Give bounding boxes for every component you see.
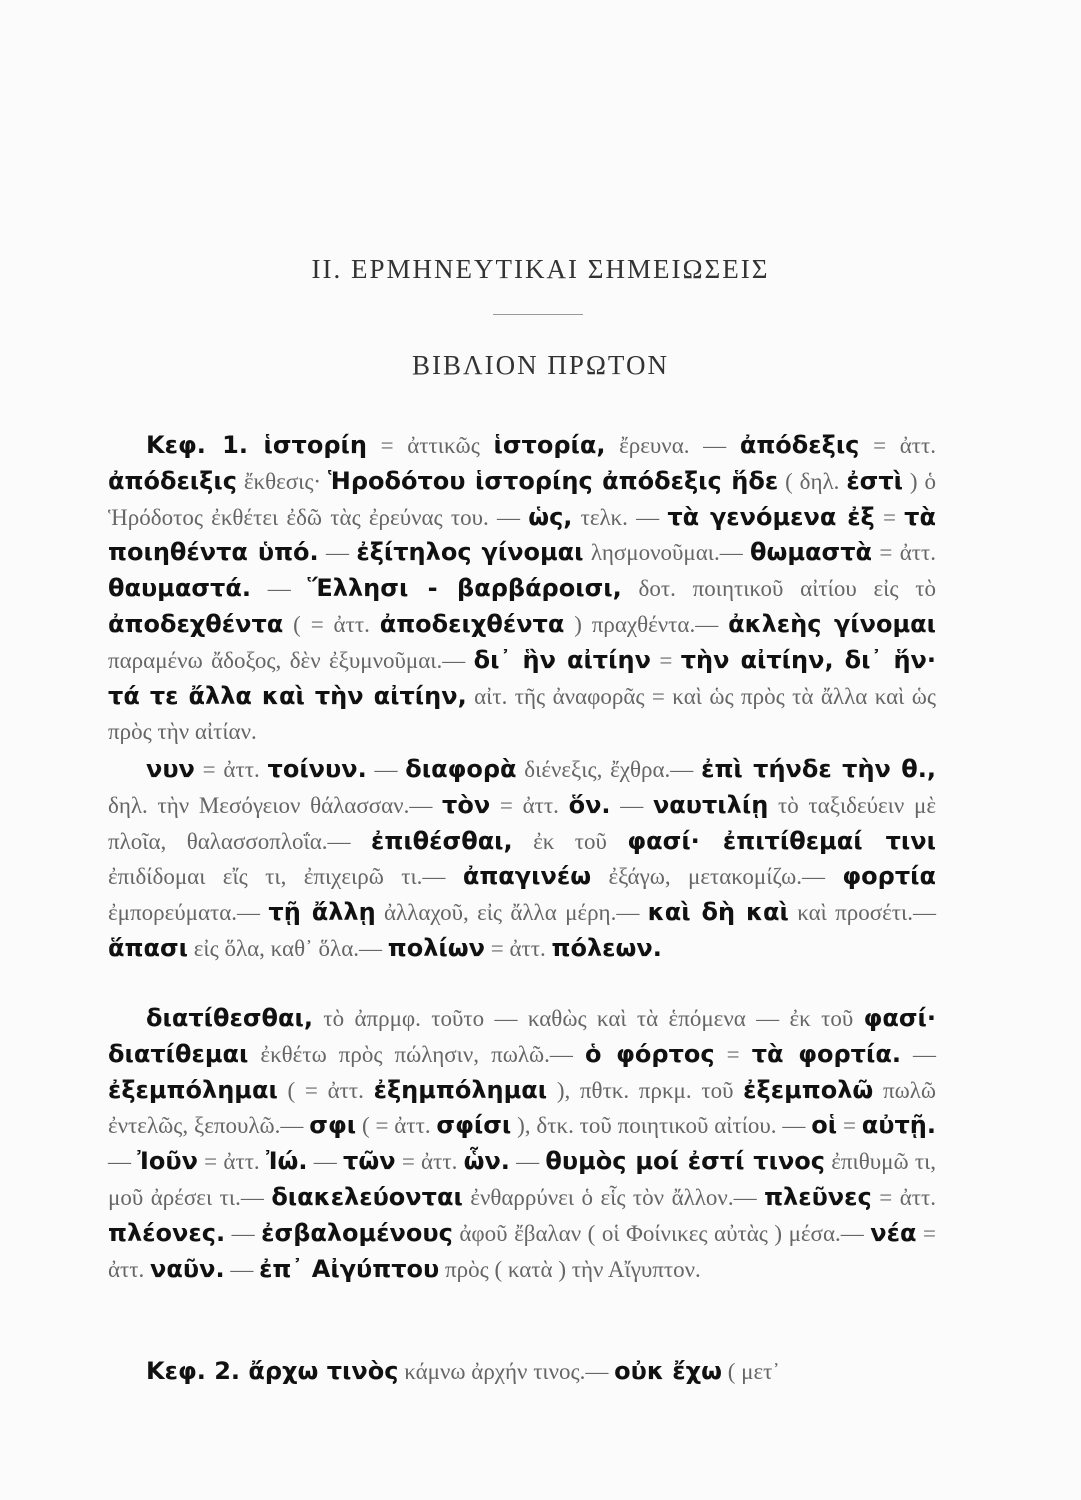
bold-term: σφι [309,1111,357,1140]
gloss-text: = ἀττ. [872,540,936,566]
gloss-text: ) ὁ Ἡρόδοτος ἐκθέτει ἐδῶ τὰς ἐρεύνας του. — [108,468,936,530]
paragraph-chapter-1 [108,428,936,750]
paragraph-2 [108,752,936,967]
gloss-text: — [610,792,653,818]
bold-term: πλεῦνες [764,1182,872,1211]
gloss-text: — [307,1149,344,1175]
bold-term: θαυμαστά. [108,574,251,603]
bold-term: πόλεων. [551,933,662,962]
gloss-text: ἐμπορεύματα.— [108,900,269,926]
gloss-text: ἐκ τοῦ [512,828,628,854]
bold-term: Κεφ. 2. ἄρχω τινὸς [146,1357,399,1385]
bold-term: ὧν. [463,1147,510,1176]
bold-term: οὐκ ἔχω [614,1357,722,1385]
gloss-text: = [837,1113,862,1139]
bold-term: ναῦν. [150,1254,225,1283]
gloss-text: — [366,757,406,782]
gloss-text: ἐνθαρρύνει ὁ εἷς τὸν ἄλλον.— [462,1184,765,1210]
bold-term: τῇ ἄλλῃ [268,898,376,927]
bold-term: τὰ γενόμενα ἐξ [667,502,875,531]
gloss-text: τὸ ἀπρμφ. τοῦτο — καθὼς καὶ τὰ ἑπόμενα — ἐκ τοῦ [312,1006,864,1031]
gloss-text: ἀφοῦ ἔβαλαν ( οἱ Φοίνικες αὐτὰς ) μέσα.— [452,1220,871,1246]
bold-term: φορτία [842,862,936,891]
bold-term: ἐξημπόλημαι [373,1075,548,1104]
bold-term: ἐπὶ τήνδε τὴν θ., [701,755,936,783]
gloss-text: δοτ. ποιητικοῦ αἰτίου εἰς τὸ [621,576,936,602]
section-heading: II. ΕΡΜΗΝΕΥΤΙΚΑΙ ΣΗΜΕΙΩΣΕΙΣ [311,254,770,284]
bold-term: τὴν αἰτίην, δι᾽ ἥν· τά τε ἄλλα καὶ τὴν αἰτίην, [108,645,936,710]
gloss-text: = ἀττ. [108,1220,936,1282]
bold-term: ὅν. [568,790,611,819]
gloss-text: = [714,1041,752,1067]
gloss-text: = [650,647,681,673]
gloss-text: τὸ ταξιδεύειν μὲ πλοῖα, θαλασσοπλοΐα.— [108,792,936,854]
gloss-text: = ἀττ. [871,1184,936,1210]
bold-term: ἀπόδειξις [108,466,237,495]
bold-term: φασί· διατίθεμαι [108,1004,936,1068]
paragraph-chapter-2 [108,1354,936,1390]
bold-term: ἀκλεὴς γίνομαι [728,609,936,638]
gloss-text: = ἀττ. [395,1149,464,1175]
bold-term: ἐστὶ [846,466,904,495]
bold-term: δι᾽ ἣν αἰτίην [473,645,651,674]
bold-term: αὐτῇ. [861,1111,936,1140]
gloss-text: — [318,540,357,566]
paragraph-3 [108,1001,936,1287]
gloss-text: — [225,1220,262,1246]
gloss-text: ἐπιθυμῶ τι, μοῦ ἀρέσει τι.— [108,1149,937,1210]
bold-term: ἱστορία, [493,431,606,459]
bold-term: φασί· ἐπιτίθεμαί τινι [627,826,936,855]
gloss-text: πωλῶ ἐντελῶς, ξεπουλῶ.— [108,1077,937,1139]
gloss-text: ), δτκ. τοῦ ποιητικοῦ αἰτίου. — [511,1113,812,1139]
gloss-text: τελκ. — [572,504,668,530]
bold-term: τὸν [442,790,491,819]
bold-term: πλέονες. [108,1218,226,1247]
bold-term: τοίνυν. [267,755,367,783]
bold-term: πολίων [387,933,485,962]
gloss-text: παραμένω ἄδοξος, δὲν ἐξυμνοῦμαι.— [108,647,474,673]
bold-term: ἐξεμπόλημαι [108,1075,278,1104]
bold-term: ἐξεμπολῶ [743,1075,874,1104]
bold-term: ἀπόδεξις [739,431,860,459]
bold-term: τὰ ποιηθέντα ὑπό. [108,502,936,567]
gloss-text: = ἀττ. [197,1149,266,1175]
bold-term: νέα [870,1218,917,1247]
gloss-text: — [900,1041,937,1067]
gloss-text: ἐπιδίδομαι εἴς τι, ἐπιχειρῶ τι.— [108,864,463,890]
gloss-text: διένεξις, ἔχθρα.— [516,757,702,782]
bold-term: καὶ δὴ καὶ [647,898,789,927]
bold-term: θυμὸς μοί ἐστί τινος [545,1147,826,1176]
gloss-text: εἰς ὅλα, καθ᾽ ὅλα.— [188,935,388,961]
bold-term: τῶν [343,1147,396,1176]
bold-term: οἱ [811,1111,838,1140]
gloss-text: = [874,504,905,530]
bold-term: ἱστορίη [263,431,367,459]
bold-term: ὡς, [528,502,573,531]
gloss-text: ( = ἀττ. [277,1077,374,1103]
bold-term: Ἰοῦν [137,1147,198,1176]
bold-term: διατίθεσθαι, [146,1004,313,1032]
bold-term: ἐξίτηλος γίνομαι [356,538,584,567]
gloss-text: = ἀττ. [490,792,569,818]
gloss-text: πρὸς ( κατὰ ) τὴν Αἴγυπτον. [439,1256,701,1282]
bold-term: ὁ φόρτος [584,1039,715,1068]
bold-term: ἀποδεχθέντα [108,609,284,638]
gloss-text: κάμνω ἀρχήν τινος.— [398,1359,615,1384]
gloss-text: ( δηλ. [778,468,847,494]
heading-divider [493,314,583,315]
bold-term: ἐσβαλομένους [261,1218,453,1247]
gloss-text: καὶ προσέτι.— [788,900,936,926]
gloss-text: — [224,1256,260,1282]
bold-term: σφίσι [436,1111,512,1140]
bold-term: Ἡροδότου ἱστορίης ἀπόδεξις ἥδε [328,466,779,495]
gloss-text: — [108,1149,138,1175]
bold-term: τὰ φορτία. [751,1039,901,1068]
bold-term: ἅπασι [108,933,189,962]
bold-term: ἀποδειχθέντα [379,609,565,638]
book-title: ΒΙΒΛΙΟΝ ΠΡΩΤΟΝ [412,350,669,380]
gloss-text: = ἀττ. [859,433,936,458]
gloss-text: = ἀττ. [484,935,552,961]
gloss-text: = ἀττ. [194,757,268,782]
bold-term: Ἰώ. [265,1147,308,1176]
gloss-text: — [509,1149,546,1175]
gloss-text: ἔρευνα. — [605,433,740,458]
gloss-text: ἀλλαχοῦ, εἰς ἄλλα μέρη.— [375,900,648,926]
bold-term: ναυτιλίῃ [652,790,769,819]
chapter-label: Κεφ. 1. [146,431,248,459]
gloss-text: ( = ἀττ. [356,1113,437,1139]
gloss-text: ἐξάγω, μετακομίζω.— [591,864,843,890]
gloss-text: — [250,576,308,602]
gloss-text: ) πραχθέντα.— [564,611,729,637]
gloss-text: ( μετ᾽ [721,1359,781,1384]
gloss-text: ( = ἀττ. [283,611,380,637]
bold-term: θωμαστὰ [750,538,873,567]
bold-term: ἀπαγινέω [462,862,592,891]
gloss-text: ἔκθεσις· [236,468,328,494]
bold-term: ἐπ᾽ Αἰγύπτου [259,1254,440,1283]
gloss-text: λησμονοῦμαι.— [583,540,751,566]
gloss-text: ἐκθέτω πρὸς πώλησιν, πωλῶ.— [248,1041,585,1067]
gloss-text: δηλ. τὴν Μεσόγειον θάλασσαν.— [108,792,443,818]
bold-term: διακελεύονται [271,1182,463,1211]
bold-term: ἐπιθέσθαι, [370,826,513,855]
gloss-text: = ἀττικῶς [366,433,494,458]
gloss-text: ), πθτκ. πρκμ. τοῦ [547,1077,744,1103]
bold-term: νυν [146,755,195,783]
bold-term: Ἕλλησι - βαρβάροισι, [307,574,622,603]
gloss-text: αἰτ. τῆς ἀναφορᾶς = καὶ ὡς πρὸς τὰ ἄλλα καὶ ὡς πρὸς τὴν αἰτίαν. [108,683,936,745]
bold-term: διαφορὰ [405,755,517,783]
